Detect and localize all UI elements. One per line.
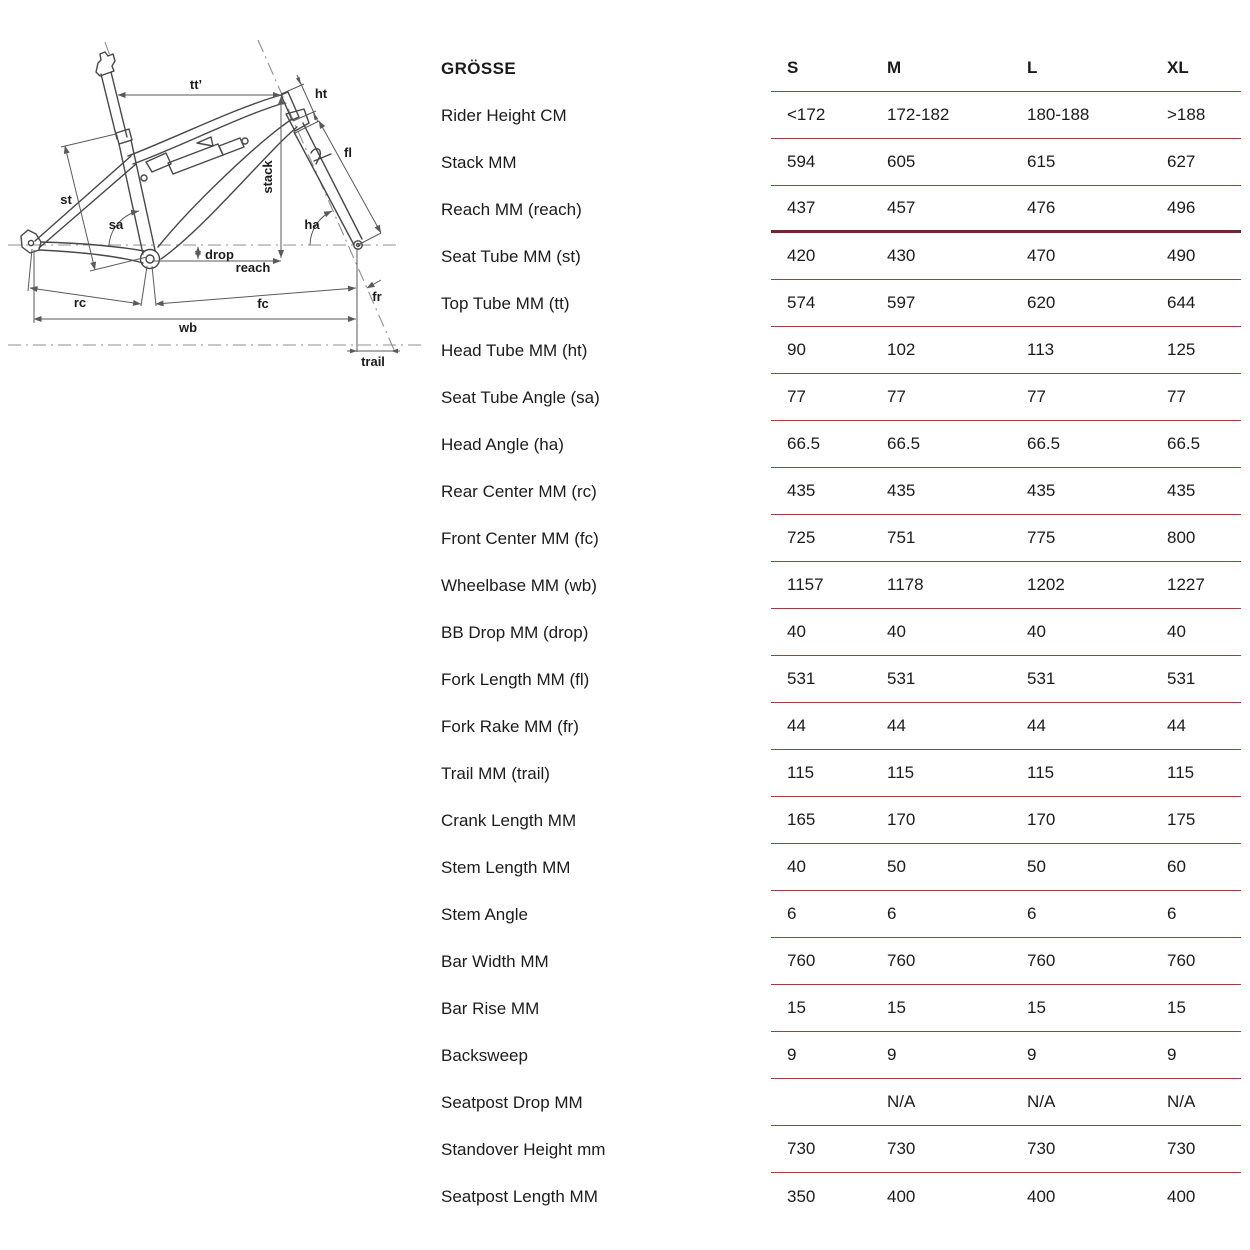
value-cell: 775 [1027, 528, 1056, 547]
value-cell: 435 [1027, 481, 1056, 500]
dim-label-st: st [60, 192, 72, 207]
value-cell: 730 [887, 1139, 916, 1158]
spec-values [771, 844, 1241, 891]
value-cell: 6 [887, 904, 897, 923]
geometry-table-body [441, 92, 1241, 1220]
table-row [441, 1032, 1241, 1079]
spec-values [771, 327, 1241, 374]
value-cell: 531 [1167, 669, 1196, 688]
value-cell: 66.5 [887, 434, 921, 453]
value-cell: 40 [787, 857, 806, 876]
value-cell: 760 [787, 951, 816, 970]
value-cell: 77 [1167, 387, 1186, 406]
spec-label: Fork Rake MM (fr) [441, 716, 579, 736]
spec-label: Bar Rise MM [441, 998, 540, 1018]
value-cell: 1202 [1027, 575, 1065, 594]
seatpost [101, 72, 127, 139]
value-cell: 125 [1167, 340, 1196, 359]
spec-values [771, 468, 1241, 515]
value-cell: 15 [887, 998, 906, 1017]
spec-values [771, 515, 1241, 562]
spec-label: Reach MM (reach) [441, 199, 582, 219]
fork-arch [311, 149, 320, 164]
table-row [441, 562, 1241, 609]
spec-label: Rider Height CM [441, 105, 567, 125]
value-cell: 730 [1027, 1139, 1056, 1158]
value-cell: 730 [1167, 1139, 1196, 1158]
value-cell: 6 [1027, 904, 1037, 923]
table-row [441, 515, 1241, 562]
value-cell: 15 [1027, 998, 1046, 1017]
spec-label: Standover Height mm [441, 1139, 606, 1159]
value-cell: 1178 [887, 575, 924, 594]
down-tube [158, 119, 297, 259]
value-cell: 115 [1027, 763, 1055, 782]
value-cell: 627 [1167, 152, 1196, 171]
value-cell: 435 [1167, 481, 1196, 500]
value-cell: 574 [787, 293, 816, 312]
value-cell: 40 [1167, 622, 1186, 641]
spec-values [771, 562, 1241, 609]
seat-stays [35, 156, 136, 248]
value-cell: 644 [1167, 293, 1196, 312]
value-cell: 77 [787, 387, 806, 406]
dim-label-ht: ht [314, 86, 328, 101]
value-cell: 9 [887, 1045, 897, 1064]
spec-label: Seatpost Length MM [441, 1186, 598, 1206]
value-cell: 760 [887, 951, 916, 970]
table-row [441, 327, 1241, 374]
dim-seat-tube-tick-top [61, 134, 116, 147]
spec-label: Fork Length MM (fl) [441, 669, 590, 689]
table-row [441, 280, 1241, 327]
dim-label-trail: trail [361, 354, 385, 369]
value-cell: N/A [887, 1092, 916, 1111]
spec-values [771, 139, 1241, 186]
spec-values [771, 985, 1241, 1032]
header-values [771, 45, 1241, 92]
dim-head-tube-tick-top [281, 84, 304, 94]
table-row [441, 797, 1241, 844]
spec-values [771, 750, 1241, 797]
table-row [441, 656, 1241, 703]
value-cell: 531 [1027, 669, 1056, 688]
dim-label-ha: ha [304, 217, 320, 232]
spec-label: Stem Angle [441, 904, 528, 924]
spec-label: BB Drop MM (drop) [441, 622, 589, 642]
rocker-link [146, 153, 171, 172]
value-cell: 66.5 [1167, 434, 1201, 453]
table-row [441, 938, 1241, 985]
value-cell: 40 [787, 622, 806, 641]
dim-label-fl: fl [344, 145, 352, 160]
top-tube [128, 95, 284, 164]
spec-values [771, 1126, 1241, 1173]
value-cell: 435 [787, 481, 816, 500]
spec-values [771, 938, 1241, 985]
spec-label: Front Center MM (fc) [441, 528, 599, 548]
value-cell: 113 [1027, 340, 1055, 359]
value-cell: 420 [787, 246, 816, 265]
spec-label: Crank Length MM [441, 810, 577, 830]
value-cell: 400 [887, 1186, 916, 1206]
spec-values [771, 1032, 1241, 1079]
spec-label: Top Tube MM (tt) [441, 293, 570, 313]
value-cell: 800 [1167, 528, 1196, 547]
table-row [441, 92, 1241, 139]
value-cell: 725 [787, 528, 816, 547]
spec-label: Trail MM (trail) [441, 763, 550, 783]
value-cell: 1157 [787, 575, 824, 594]
value-cell: 400 [1027, 1186, 1056, 1206]
value-cell: 760 [1167, 951, 1196, 970]
spec-label: Stack MM [441, 152, 517, 172]
table-row [441, 1126, 1241, 1173]
value-cell: 597 [887, 293, 916, 312]
value-cell: 490 [1167, 246, 1196, 265]
value-cell: 44 [887, 716, 906, 735]
value-cell: 620 [1027, 293, 1056, 312]
value-cell: 165 [787, 810, 816, 829]
value-cell: 44 [787, 716, 806, 735]
spec-values [771, 703, 1241, 750]
table-row [441, 186, 1241, 233]
spec-values [771, 374, 1241, 421]
spec-values [771, 92, 1241, 139]
value-cell: 44 [1167, 716, 1186, 735]
value-cell: 77 [887, 387, 906, 406]
value-cell: 435 [887, 481, 916, 500]
value-cell: 470 [1027, 246, 1056, 265]
value-cell: >188 [1167, 105, 1206, 124]
spec-values [771, 891, 1241, 938]
value-cell: 6 [1167, 904, 1177, 923]
spec-values [771, 609, 1241, 656]
spec-values [771, 656, 1241, 703]
table-row [441, 139, 1241, 186]
value-cell: 437 [787, 198, 816, 217]
spec-values [771, 186, 1241, 233]
value-cell: 751 [887, 528, 916, 547]
shock-damper [219, 138, 244, 155]
table-row [441, 421, 1241, 468]
dim-label-drop: drop [205, 247, 234, 262]
bottom-bracket-spindle [146, 255, 154, 263]
table-row [441, 985, 1241, 1032]
spec-values [771, 280, 1241, 327]
table-row [441, 468, 1241, 515]
spec-label: Rear Center MM (rc) [441, 481, 597, 501]
value-cell: 40 [887, 622, 906, 641]
table-row [441, 750, 1241, 797]
spec-values [771, 1079, 1241, 1126]
value-cell: 50 [1027, 857, 1046, 876]
table-title: GRÖSSE [441, 58, 517, 78]
table-row [441, 233, 1241, 280]
rear-axle [28, 240, 33, 245]
spec-label: Seatpost Drop MM [441, 1092, 583, 1112]
dim-label-tt: tt’ [189, 77, 203, 92]
value-cell: 476 [1027, 198, 1056, 217]
value-cell: 172-182 [887, 105, 950, 124]
bottom-bracket [141, 250, 160, 269]
spec-label: Seat Tube MM (st) [441, 246, 581, 266]
value-cell: 531 [787, 669, 816, 688]
dim-seat-tube-tick-bottom [90, 257, 147, 271]
spec-label: Head Angle (ha) [441, 434, 564, 454]
size-column-header-xl: XL [1167, 58, 1189, 77]
value-cell: 115 [1167, 763, 1195, 782]
table-row [441, 1079, 1241, 1126]
geometry-diagram [0, 0, 430, 385]
value-cell: 180-188 [1027, 105, 1090, 124]
dim-label-reach: reach [235, 260, 271, 275]
dim-label-fc: fc [257, 296, 269, 311]
spec-values [771, 797, 1241, 844]
spec-values [771, 421, 1241, 468]
spec-label: Seat Tube Angle (sa) [441, 387, 600, 407]
value-cell: 760 [1027, 951, 1056, 970]
size-column-header-m: M [887, 58, 902, 77]
table-row [441, 703, 1241, 750]
value-cell: 496 [1167, 198, 1196, 217]
value-cell: 9 [1167, 1045, 1177, 1064]
value-cell: 102 [887, 340, 916, 359]
value-cell: N/A [1167, 1092, 1196, 1111]
linkage-pivot [141, 175, 147, 181]
table-row [441, 891, 1241, 938]
spec-values [771, 233, 1241, 280]
seat-collar [116, 129, 132, 144]
dim-bb-tick-right [152, 266, 156, 306]
value-cell: 531 [887, 669, 916, 688]
dimension-annotations [28, 75, 400, 369]
spec-label: Wheelbase MM (wb) [441, 575, 597, 595]
table-row [441, 1173, 1241, 1220]
value-cell: 350 [787, 1186, 816, 1206]
size-column-header-l: L [1027, 58, 1038, 77]
value-cell: 50 [887, 857, 906, 876]
value-cell: 66.5 [1027, 434, 1061, 453]
size-column-header-s: S [787, 58, 799, 77]
dim-label-sa: sa [108, 217, 124, 232]
value-cell: <172 [787, 105, 826, 124]
dim-fork-rake [367, 280, 381, 288]
value-cell: 730 [787, 1139, 816, 1158]
value-cell: 615 [1027, 152, 1056, 171]
value-cell: 115 [887, 763, 915, 782]
value-cell: 400 [1167, 1186, 1196, 1206]
value-cell: 457 [887, 198, 916, 217]
value-cell: 170 [887, 810, 916, 829]
dim-label-wb: wb [178, 320, 198, 335]
value-cell: 66.5 [787, 434, 821, 453]
value-cell: 594 [787, 152, 816, 171]
geometry-table [441, 45, 1241, 1220]
value-cell: 15 [787, 998, 806, 1017]
value-cell: 115 [787, 763, 815, 782]
value-cell: 90 [787, 340, 806, 359]
dim-label-stack: stack [260, 160, 275, 194]
value-cell: N/A [1027, 1092, 1056, 1111]
spec-label: Bar Width MM [441, 951, 549, 971]
value-cell: 15 [1167, 998, 1186, 1017]
dim-bb-tick-left [141, 266, 147, 306]
dim-rear-axle-tick [28, 249, 32, 291]
spec-label: Stem Length MM [441, 857, 571, 877]
seatpost-head [96, 52, 115, 76]
value-cell: 6 [787, 904, 797, 923]
frame-vent [197, 137, 213, 146]
table-row [441, 374, 1241, 421]
chain-stays [39, 242, 144, 263]
value-cell: 1227 [1167, 575, 1205, 594]
value-cell: 9 [1027, 1045, 1037, 1064]
table-row [441, 844, 1241, 891]
shock-eye [242, 138, 248, 144]
value-cell: 175 [1167, 810, 1196, 829]
value-cell: 77 [1027, 387, 1046, 406]
spec-label: Backsweep [441, 1045, 528, 1065]
table-header-row [441, 45, 1241, 92]
value-cell: 40 [1027, 622, 1046, 641]
value-cell: 605 [887, 152, 916, 171]
value-cell: 9 [787, 1045, 797, 1064]
dim-front-center [156, 288, 356, 304]
rear-dropout [21, 230, 41, 253]
dim-label-fr: fr [372, 289, 382, 304]
shock-body [168, 144, 223, 174]
value-cell: 430 [887, 246, 916, 265]
head-tube [281, 92, 299, 120]
spec-values [771, 1173, 1241, 1220]
table-row [441, 609, 1241, 656]
value-cell: 60 [1167, 857, 1186, 876]
spec-label: Head Tube MM (ht) [441, 340, 588, 360]
value-cell: 44 [1027, 716, 1046, 735]
value-cell: 170 [1027, 810, 1056, 829]
dim-label-rc: rc [73, 295, 87, 310]
